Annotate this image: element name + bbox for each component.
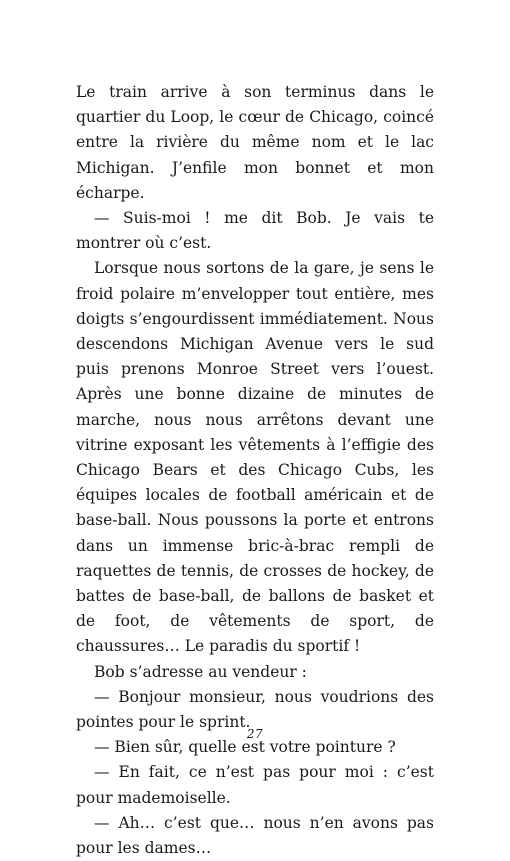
paragraph: — Suis-moi ! me dit Bob. Je vais te montrer où c’est. — [76, 209, 434, 253]
paragraph: Le train arrive à son terminus dans le quartier du Loop, le cœur de Chicago, coincé entre la rivière du même nom et le lac Michigan. J’enfile mon bonnet et mon écharpe. — [76, 83, 434, 202]
page-body — [76, 80, 434, 861]
paragraph: — En fait, ce n’est pas pour moi : c’est pour mademoiselle. — [76, 763, 434, 807]
paragraph: — Bien sûr, quelle est votre pointure ? — [94, 738, 396, 757]
page-number: 27 — [246, 727, 264, 741]
paragraph: Bob s’adresse au vendeur : — [94, 662, 307, 681]
paragraph: — Ah… c’est que… nous n’en avons pas pour les dames… — [76, 813, 434, 858]
paragraph: Lorsque nous sortons de la gare, je sens le froid polaire m’envelopper tout entière, mes doigts s’engourdissent immédiatement. Nous descendons Michigan Avenue vers le sud puis prenons Monroe Street vers l’ouest. Après une bonne dizaine de minutes de marche, nous nous arrêtons devant une vitrine exposant les vêtements à l’effigie des Chicago Bears et des Chicago Cubs, les équipes locales de football américain et de base-ball. Nous poussons la porte et entrons dans un immense bric-à-brac rempli de raquettes de tennis, de crosses de hockey, de battes de base-ball, de ballons de basket et de foot, de vêtements de sport, de chaussures… Le paradis du sportif ! — [76, 259, 434, 656]
paragraph: — Bonjour monsieur, nous voudrions des pointes pour le sprint. — [76, 687, 434, 732]
